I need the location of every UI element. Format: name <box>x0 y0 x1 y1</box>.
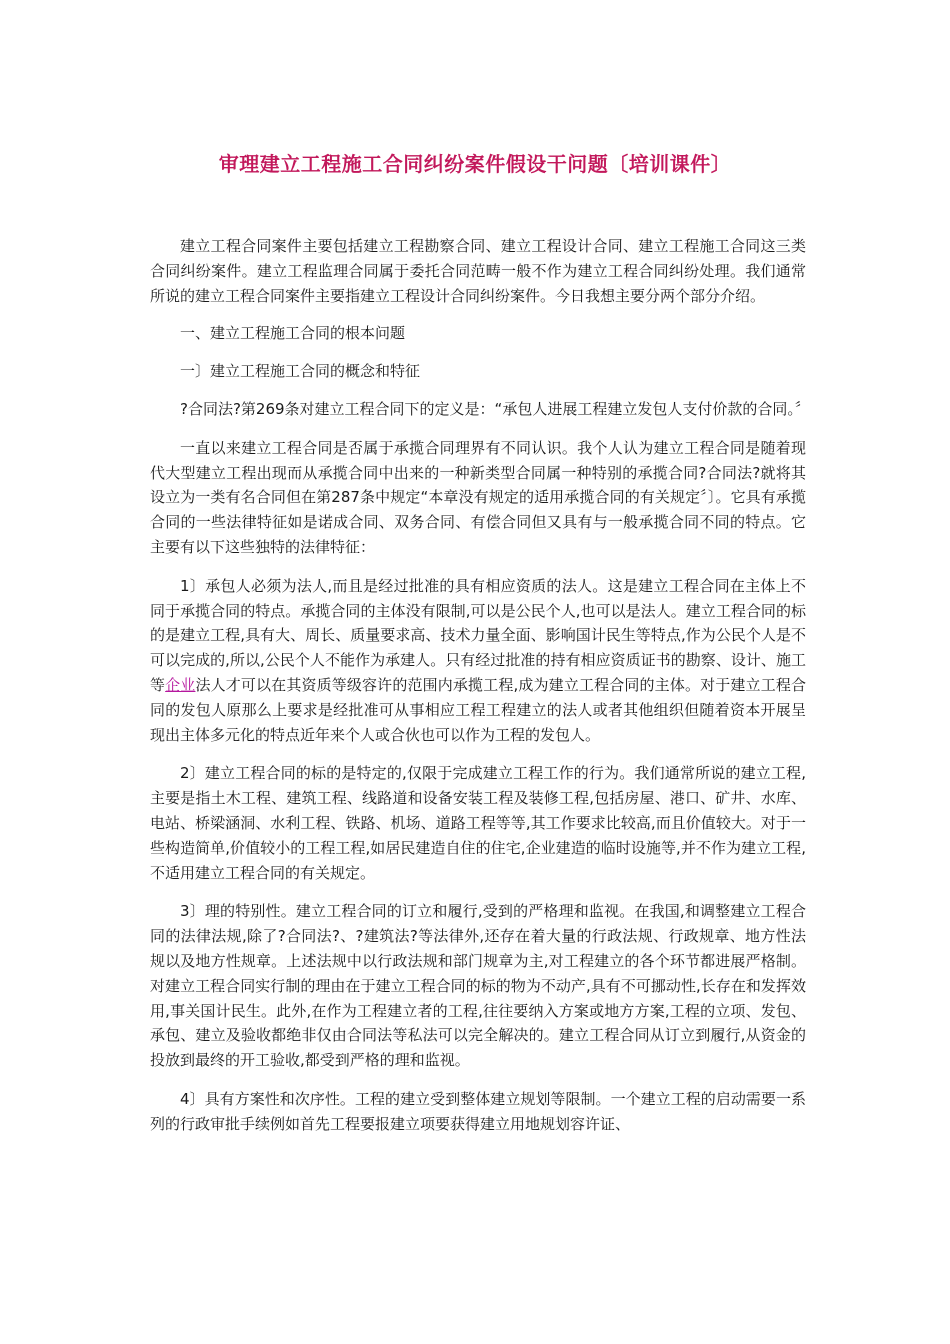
intro-paragraph: 建立工程合同案件主要包括建立工程勘察合同、建立工程设计合同、建立工程施工合同这三类合同纠纷案件。建立工程监理合同属于委托合同范畴一般不作为建立工程合同纠纷处理。我们通常所说的建立工程合同案件主要指建立工程设计合同纠纷案件。今日我想主要分两个部分介绍。 <box>150 237 806 305</box>
subsection-heading: 一〕建立工程施工合同的概念和特征 <box>180 362 421 381</box>
definition-paragraph: ?合同法?第269条对建立工程合同下的定义是：“承包人进展工程建立发包人支付价款的合同。〞 <box>180 399 810 418</box>
feature-1-text-end: 法人才可以在其资质等级容许的范围内承揽工程,成为建立工程合同的主体。对于建立工程合同的发包人原那么上要求是经批准可从事相应工程工程建立的法人或者其他组织但随着资本开展呈现出主体多元化的特点近年来个人或合伙也可以作为工程的发包人。 <box>150 675 806 744</box>
feature-2-paragraph: 2〕建立工程合同的标的是特定的,仅限于完成建立工程工作的行为。我们通常所说的建立工程,主要是指土木工程、建筑工程、线路道和设备安装工程及装修工程,包括房屋、港口、矿井、水库、电站、桥梁涵洞、水利工程、铁路、机场、道路工程等等,其工作要求比较高,而且价值较大。对于一些构造简单,价值较小的工程工程,如居民建造自住的住宅,企业建造的临时设施等,并不作为建立工程,不适用建立工程合同的有关规定。 <box>150 764 806 882</box>
feature-1-text-start: 1〕承包人必须为法人,而且是经过批准的具有相应资质的法人。这是建立工程合同在主体上不同于承揽合同的特点。承揽合同的主体没有限制,可以是公民个人,也可以是法人。建立工程合同的标的是建立工程,具有大、周长、质量要求高、技术力量全面、影响国计民生等特点,作为公民个人是不可以完成的,所以,公民个人不能作为承建人。只有经过批准的持有相应资质证书的勘察、设计、施工等 <box>150 576 806 694</box>
feature-3-paragraph: 3〕理的特别性。建立工程合同的订立和履行,受到的严格理和监视。在我国,和调整建立工程合同的法律法规,除了?合同法?、?建筑法?等法律外,还存在着大量的行政法规、行政规章、地方性法规以及地方性规章。上述法规中以行政法规和部门规章为主,对工程建立的各个环节都进展严格制。对建立工程合同实行制的理由在于建立工程合同的标的物为不动产,具有不可挪动性,长存在和发挥效用,事关国计民生。此外,在作为工程建立者的工程,往往要纳入方案或地方方案,工程的立项、发包、承包、建立及验收都绝非仅由合同法等私法可以完全解决的。建立工程合同从订立到履行,从资金的投放到最终的开工验收,都受到严格的理和监视。 <box>150 902 806 1070</box>
section-heading: 一、建立工程施工合同的根本问题 <box>180 324 406 343</box>
enterprise-link[interactable]: 企业 <box>165 675 196 694</box>
document-body <box>150 234 810 1137</box>
nature-paragraph: 一直以来建立工程合同是否属于承揽合同理界有不同认识。我个人认为建立工程合同是随着现代大型建立工程出现而从承揽合同中出来的一种新类型合同属一种特别的承揽合同?合同法?就将其设立为一类有名合同但在第287条中规定“本章没有规定的适用承揽合同的有关规定〞〕。它具有承揽合同的一些法律特征如是诺成合同、双务合同、有偿合同但又具有与一般承揽合同不同的特点。它主要有以下这些独特的法律特征： <box>150 438 806 556</box>
feature-1-paragraph <box>150 574 806 748</box>
document-title: 审理建立工程施工合同纠纷案件假设干问题〔培训课件〕 <box>218 152 732 176</box>
feature-4-paragraph: 4〕具有方案性和次序性。工程的建立受到整体建立规划等限制。一个建立工程的启动需要一系列的行政审批手续例如首先工程要报建立项要获得建立用地规划容许证、 <box>150 1089 806 1133</box>
